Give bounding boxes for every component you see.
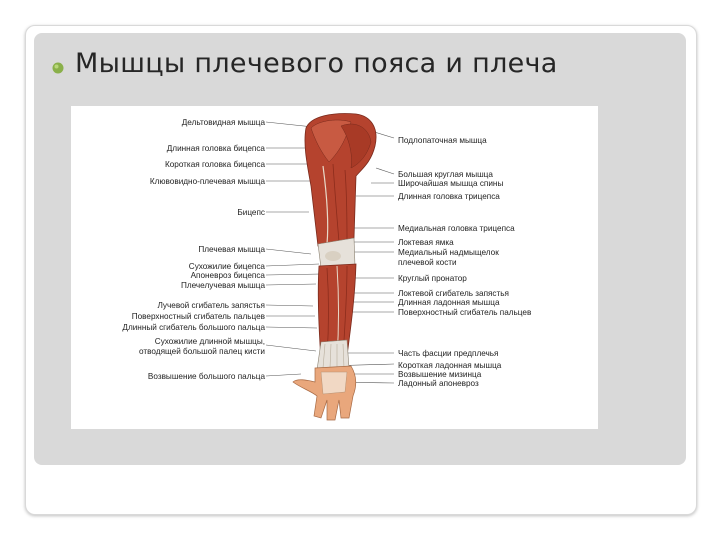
slide-title: Мышцы плечевого пояса и плеча [75, 48, 558, 79]
label-teres-major: Большая круглая мышца [398, 170, 493, 179]
label-forearm-fascia: Часть фасции предплечья [398, 349, 499, 358]
label-abductor-pollicis-tendon: Сухожилие длинной мышцы, [154, 337, 265, 346]
label-flexor-pollicis-longus: Длинный сгибатель большого пальца [122, 323, 265, 332]
label-biceps-aponeurosis: Апоневроз бицепса [190, 271, 265, 280]
label-flexor-digitorum-superficialis: Поверхностный сгибатель пальцев [131, 312, 265, 321]
bullet-icon [52, 62, 64, 74]
label-triceps-medial-head: Медиальная головка трицепса [398, 224, 515, 233]
label-coracobrachialis: Клювовидно-плечевая мышца [149, 177, 265, 186]
label-palmar-aponeurosis: Ладонный апоневроз [398, 379, 479, 388]
label-flexor-digitorum-superficialis-r: Поверхностный сгибатель пальцев [398, 308, 532, 317]
label-abductor-pollicis-tendon-2: отводящей большой палец кисти [139, 347, 265, 356]
label-latissimus-dorsi: Широчайшая мышца спины [398, 179, 504, 188]
label-thenar-eminence: Возвышение большого пальца [147, 372, 265, 381]
label-palmaris-brevis: Короткая ладонная мышца [398, 361, 502, 370]
label-flexor-carpi-radialis: Лучевой сгибатель запястья [157, 301, 265, 310]
label-medial-epicondyle-2: плечевой кости [398, 258, 457, 267]
label-biceps-long-head: Длинная головка бицепса [166, 144, 265, 153]
label-pronator-teres: Круглый пронатор [398, 274, 467, 283]
label-hypothenar-eminence: Возвышение мизинца [398, 370, 482, 379]
label-flexor-carpi-ulnaris: Локтевой сгибатель запястья [398, 289, 509, 298]
label-biceps: Бицепс [237, 208, 265, 217]
label-brachioradialis: Плечелучевая мышца [180, 281, 265, 290]
label-cubital-fossa: Локтевая ямка [398, 238, 454, 247]
label-deltoid: Дельтовидная мышца [181, 118, 265, 127]
label-subscapularis: Подлопаточная мышца [398, 136, 487, 145]
label-triceps-long-head: Длинная головка трицепса [398, 192, 500, 201]
label-palmaris-longus: Длинная ладонная мышца [398, 298, 500, 307]
label-biceps-tendon: Сухожилие бицепса [188, 262, 265, 271]
label-biceps-short-head: Короткая головка бицепса [164, 160, 265, 169]
label-medial-epicondyle: Медиальный надмыщелок [398, 248, 499, 257]
arm-muscle-figure [71, 106, 598, 429]
label-brachialis: Плечевая мышца [198, 245, 265, 254]
